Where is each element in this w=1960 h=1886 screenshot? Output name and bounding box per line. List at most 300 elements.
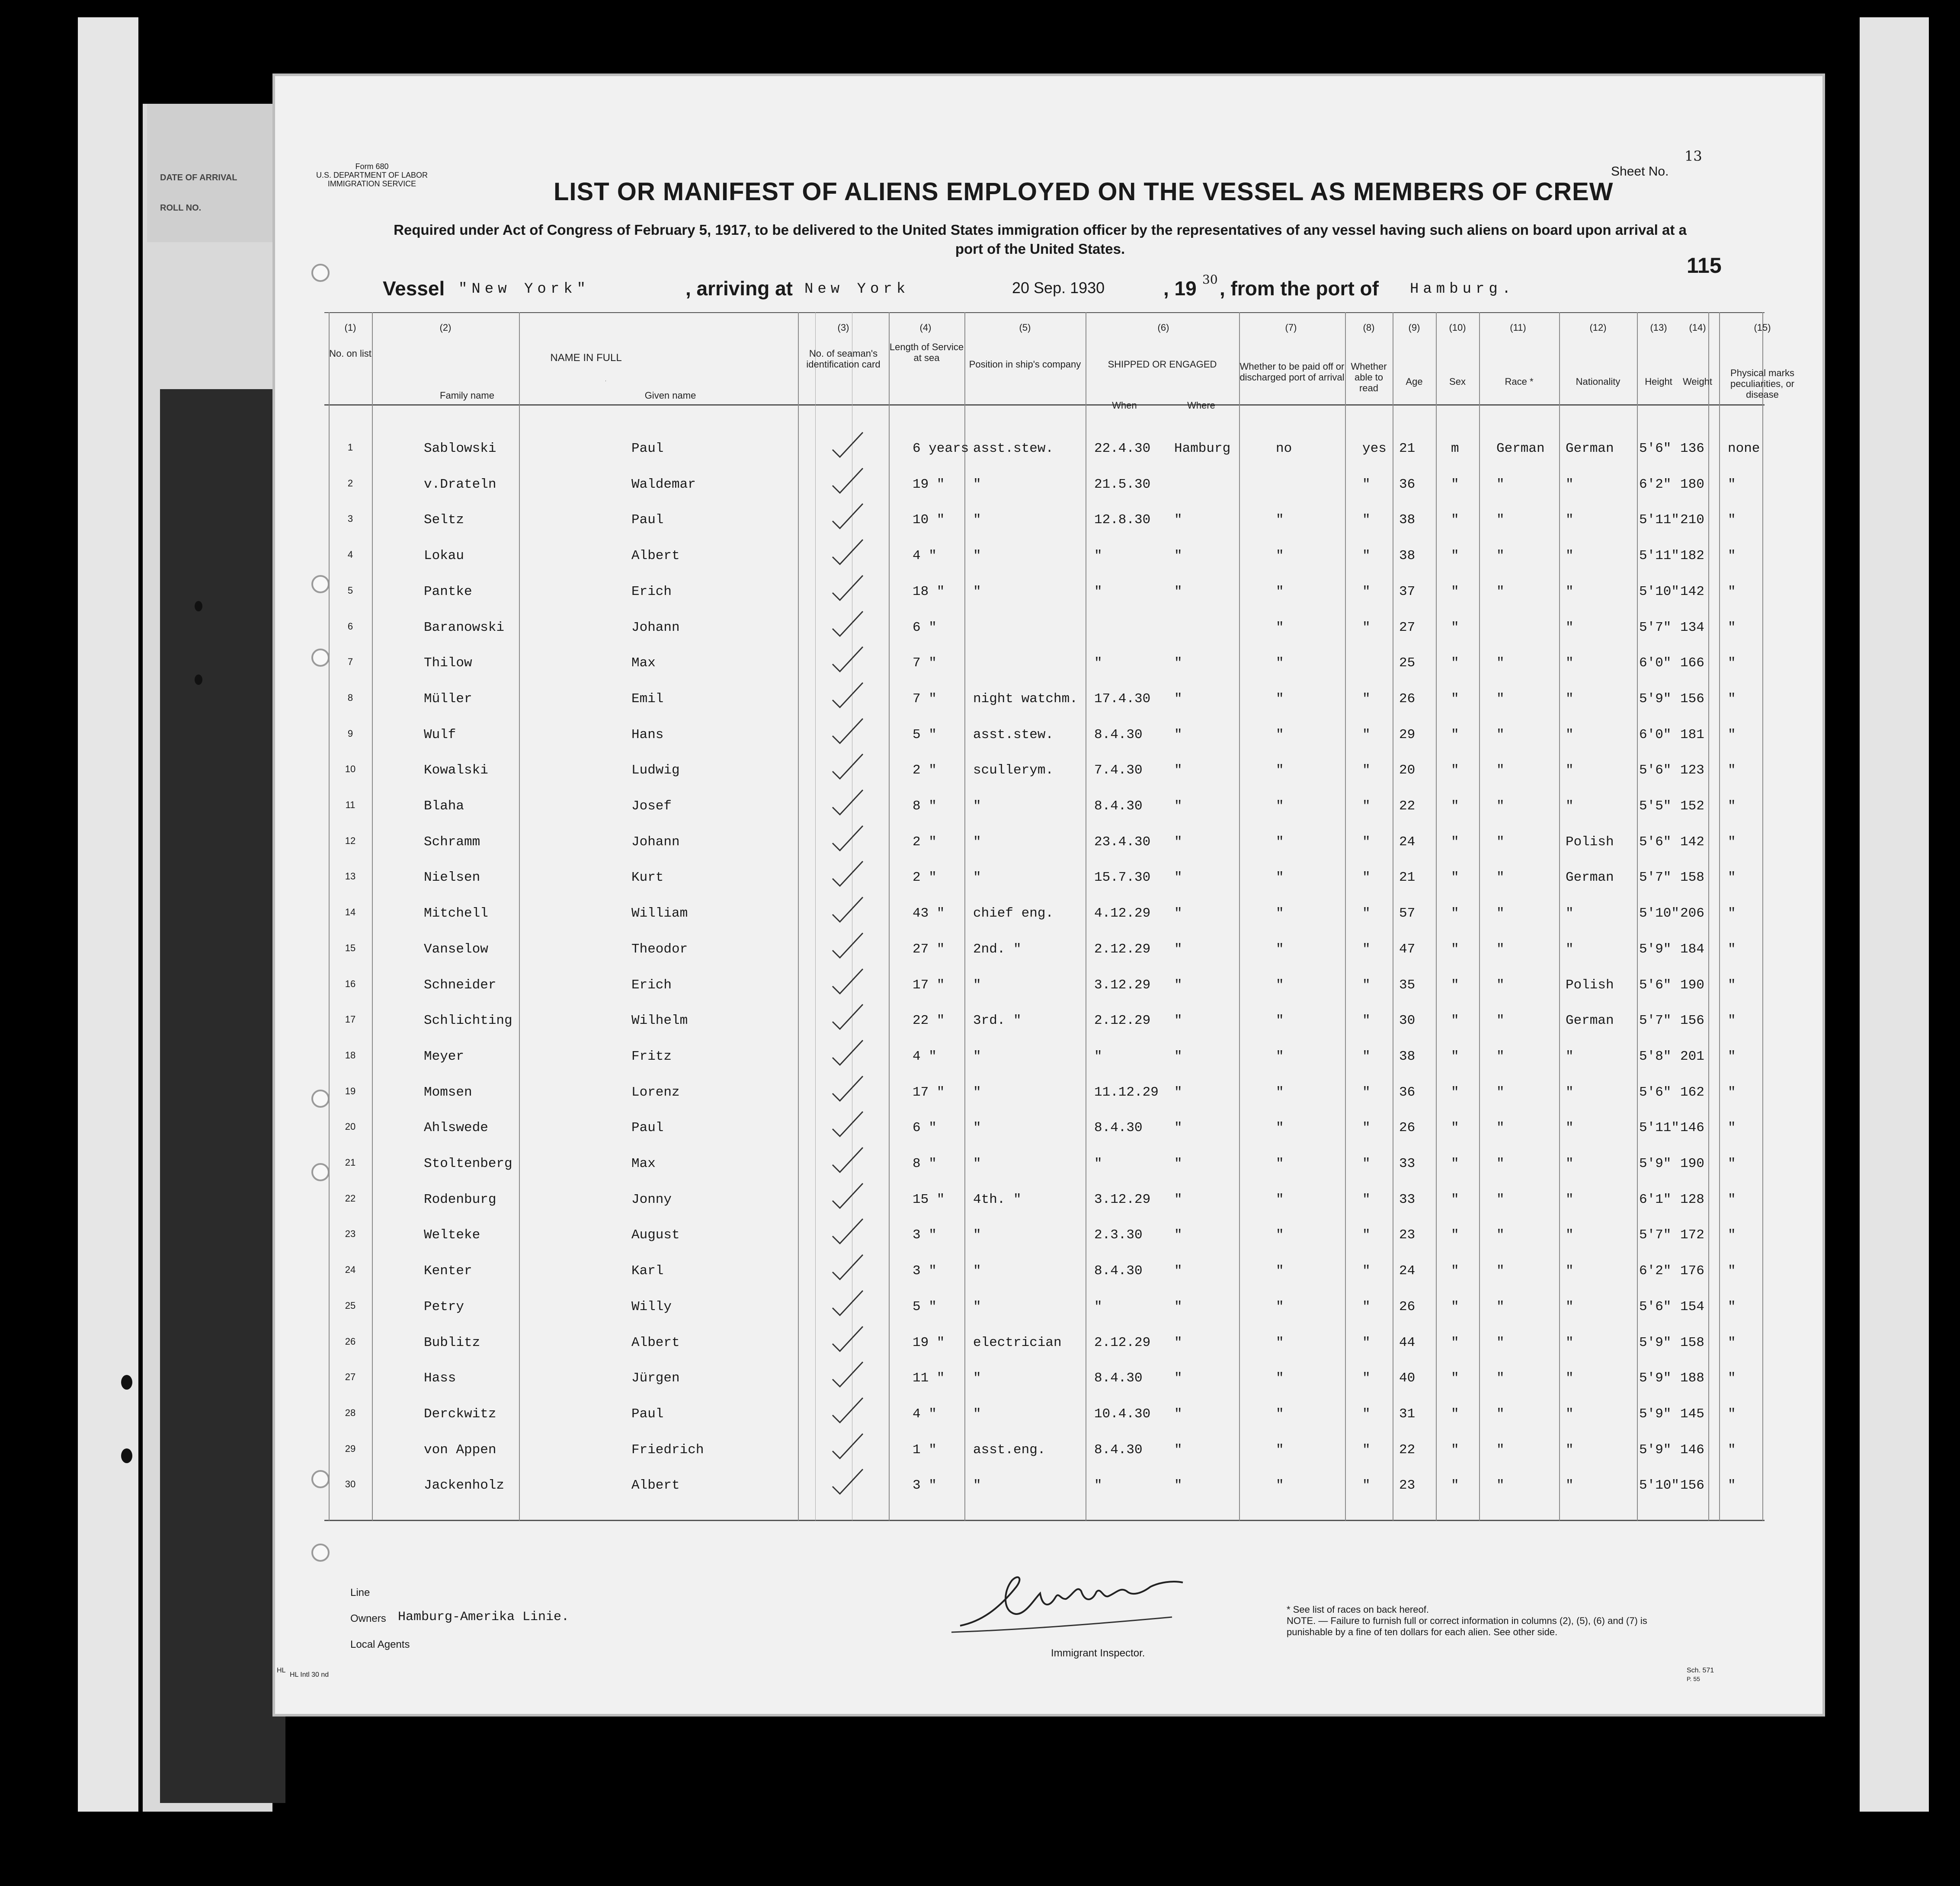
- check-mark-icon: [830, 1396, 865, 1426]
- position: electrician: [973, 1335, 1062, 1350]
- footer-notes: [1287, 1604, 1676, 1638]
- sex: ": [1451, 1263, 1459, 1279]
- binder-hole: [311, 1163, 330, 1181]
- weight: 146: [1680, 1120, 1704, 1136]
- shipped-when: 3.12.29: [1094, 1192, 1151, 1207]
- paid-off: ": [1276, 1299, 1284, 1314]
- height: 5'6": [1639, 1299, 1672, 1314]
- race: ": [1496, 1442, 1505, 1458]
- header-given-name: Given name: [644, 390, 696, 401]
- given-name: Lorenz: [631, 1084, 680, 1100]
- shipped-where: ": [1174, 1156, 1182, 1171]
- paid-off: ": [1276, 763, 1284, 778]
- paid-off: ": [1276, 1084, 1284, 1100]
- weight: 146: [1680, 1442, 1704, 1458]
- given-name: Kurt: [631, 870, 664, 885]
- height: 5'7": [1639, 870, 1672, 885]
- nationality: ": [1566, 584, 1574, 599]
- punch-hole: [121, 1375, 132, 1390]
- able-to-read: ": [1362, 1084, 1371, 1100]
- family-name: Petry: [424, 1299, 464, 1314]
- race: ": [1496, 691, 1505, 706]
- check-mark-icon: [830, 895, 865, 925]
- shipped-when: 8.4.30: [1094, 799, 1143, 814]
- given-name: Theodor: [631, 941, 688, 957]
- given-name: Karl: [631, 1263, 664, 1279]
- physical-marks: ": [1728, 1120, 1736, 1136]
- able-to-read: ": [1362, 1442, 1371, 1458]
- footer-owners-value: Hamburg-Amerika Linie.: [398, 1610, 570, 1624]
- given-name: Paul: [631, 1120, 664, 1136]
- position: ": [973, 512, 981, 528]
- nationality: Polish: [1566, 834, 1614, 850]
- family-name: Pantke: [424, 584, 472, 599]
- page-title: LIST OR MANIFEST OF ALIENS EMPLOYED ON THE VESSEL AS MEMBERS OF CREW: [554, 178, 1614, 206]
- sex: ": [1451, 655, 1459, 671]
- position: ": [973, 1048, 981, 1064]
- row-number: 9: [347, 728, 353, 739]
- nationality: ": [1566, 1406, 1574, 1422]
- physical-marks: ": [1728, 941, 1736, 957]
- inspector-signature: [947, 1561, 1189, 1639]
- shipped-when: 8.4.30: [1094, 1371, 1143, 1386]
- form-number: Form 680: [355, 162, 389, 171]
- race: ": [1496, 1263, 1505, 1279]
- family-name: Vanselow: [424, 941, 488, 957]
- header-family-name: Family name: [440, 390, 494, 401]
- paid-off: ": [1276, 799, 1284, 814]
- height: 5'5": [1639, 799, 1672, 814]
- shipped-where: ": [1174, 1084, 1182, 1100]
- row-number: 30: [345, 1479, 356, 1490]
- col-rule: [372, 312, 373, 1521]
- race: ": [1496, 1227, 1505, 1243]
- able-to-read: ": [1362, 799, 1371, 814]
- shipped-when: 3.12.29: [1094, 977, 1151, 993]
- service-length: 5 ": [913, 1299, 937, 1314]
- check-mark-icon: [830, 1324, 865, 1355]
- physical-marks: ": [1728, 1084, 1736, 1100]
- position: ": [973, 870, 981, 885]
- shipped-when: ": [1094, 548, 1102, 564]
- race: ": [1496, 1120, 1505, 1136]
- check-mark-icon: [830, 430, 865, 460]
- age: 26: [1399, 1120, 1416, 1136]
- age: 22: [1399, 799, 1416, 814]
- check-mark-icon: [830, 681, 865, 711]
- family-name: Baranowski: [424, 620, 505, 635]
- position: ": [973, 1120, 981, 1136]
- physical-marks: none: [1728, 441, 1760, 456]
- row-number: 5: [347, 585, 353, 596]
- shipped-where: ": [1174, 1227, 1182, 1243]
- footer-hl-code: HL Intl 30 nd: [290, 1671, 329, 1678]
- shipped-when: 8.4.30: [1094, 1442, 1143, 1458]
- page-subtitle: Required under Act of Congress of February 5, 1917, to be delivered to the United States immigration officer by the representatives of any vessel having such aliens on board upon arrival at a port of the United States.: [394, 222, 1687, 257]
- sex: ": [1451, 763, 1459, 778]
- check-mark-icon: [830, 1109, 865, 1140]
- sex: ": [1451, 1335, 1459, 1350]
- form-header: [316, 162, 428, 188]
- height: 5'9": [1639, 1335, 1672, 1350]
- sex: ": [1451, 1406, 1459, 1422]
- physical-marks: ": [1728, 1478, 1736, 1493]
- race: ": [1496, 1299, 1505, 1314]
- service-length: 11 ": [913, 1371, 945, 1386]
- check-mark-icon: [830, 1253, 865, 1283]
- physical-marks: ": [1728, 476, 1736, 492]
- sex: ": [1451, 870, 1459, 885]
- physical-marks: ": [1728, 763, 1736, 778]
- row-number: 15: [345, 942, 356, 953]
- position: ": [973, 834, 981, 850]
- able-to-read: ": [1362, 834, 1371, 850]
- shipped-when: ": [1094, 1478, 1102, 1493]
- age: 36: [1399, 1084, 1416, 1100]
- able-to-read: ": [1362, 1227, 1371, 1243]
- age: 36: [1399, 476, 1416, 492]
- able-to-read: ": [1362, 1192, 1371, 1207]
- service-length: 6 ": [913, 1120, 937, 1136]
- height: 5'9": [1639, 1156, 1672, 1171]
- race: ": [1496, 1084, 1505, 1100]
- shipped-where: Hamburg: [1174, 441, 1231, 456]
- age: 47: [1399, 941, 1416, 957]
- family-name: v.Drateln: [424, 476, 496, 492]
- height: 5'6": [1639, 834, 1672, 850]
- header-position: Position in ship's company: [969, 359, 1081, 370]
- nationality: ": [1566, 1048, 1574, 1064]
- header-paid-off: Whether to be paid off or discharged port of arrival: [1239, 361, 1345, 383]
- given-name: Max: [631, 1156, 656, 1171]
- age: 26: [1399, 1299, 1416, 1314]
- nationality: ": [1566, 1227, 1574, 1243]
- service-length: 3 ": [913, 1478, 937, 1493]
- family-name: Mitchell: [424, 906, 488, 921]
- shipped-when: 8.4.30: [1094, 727, 1143, 742]
- left-strip-date: DATE OF ARRIVAL: [160, 173, 237, 182]
- row-number: 26: [345, 1336, 356, 1347]
- check-mark-icon: [830, 573, 865, 604]
- age: 38: [1399, 548, 1416, 564]
- service-length: 4 ": [913, 548, 937, 564]
- paid-off: ": [1276, 727, 1284, 742]
- punch-hole: [121, 1448, 132, 1463]
- column-number: (13): [1650, 322, 1667, 333]
- sex: ": [1451, 1156, 1459, 1171]
- shipped-when: ": [1094, 1156, 1102, 1171]
- check-mark-icon: [830, 1360, 865, 1390]
- physical-marks: ": [1728, 906, 1736, 921]
- service-length: 43 ": [913, 906, 945, 921]
- check-mark-icon: [830, 967, 865, 997]
- able-to-read: ": [1362, 1048, 1371, 1064]
- age: 25: [1399, 655, 1416, 671]
- shipped-where: ": [1174, 799, 1182, 814]
- position: 2nd. ": [973, 941, 1022, 957]
- height: 5'6": [1639, 441, 1672, 456]
- header-length-service: Length of Service at sea: [889, 342, 964, 363]
- given-name: Willy: [631, 1299, 672, 1314]
- age: 21: [1399, 441, 1416, 456]
- note-penalty: NOTE. — Failure to furnish full or correct information in columns (2), (5), (6) and (7) is punishable by a fine of ten dollars for each alien. See other side.: [1287, 1615, 1647, 1637]
- race: ": [1496, 1406, 1505, 1422]
- nationality: ": [1566, 799, 1574, 814]
- check-mark-icon: [830, 859, 865, 889]
- able-to-read: ": [1362, 1156, 1371, 1171]
- column-number: (10): [1449, 322, 1466, 333]
- header-no-on-list: No. on list: [329, 348, 372, 359]
- check-mark-icon: [830, 824, 865, 854]
- sex: ": [1451, 941, 1459, 957]
- physical-marks: ": [1728, 584, 1736, 599]
- given-name: William: [631, 906, 688, 921]
- name-divider: [605, 380, 606, 381]
- weight: 158: [1680, 870, 1704, 885]
- shipped-when: 12.8.30: [1094, 512, 1151, 528]
- race: ": [1496, 1013, 1505, 1029]
- background-sheet-left: [78, 17, 138, 1812]
- paid-off: ": [1276, 1048, 1284, 1064]
- col-rule: [798, 312, 799, 1521]
- paid-off: ": [1276, 548, 1284, 564]
- header-sex: Sex: [1449, 376, 1466, 387]
- year-suffix: 30: [1202, 272, 1218, 287]
- header-where: Where: [1187, 400, 1215, 411]
- sex: ": [1451, 1084, 1459, 1100]
- row-number: 17: [345, 1014, 356, 1025]
- shipped-where: ": [1174, 548, 1182, 564]
- shipped-where: ": [1174, 941, 1182, 957]
- paid-off: ": [1276, 1013, 1284, 1029]
- family-name: Bublitz: [424, 1335, 480, 1350]
- sex: ": [1451, 1048, 1459, 1064]
- height: 5'7": [1639, 1227, 1672, 1243]
- header-physical: Physical marks peculiarities, or disease: [1730, 368, 1794, 400]
- position: asst.stew.: [973, 441, 1054, 456]
- able-to-read: ": [1362, 906, 1371, 921]
- nationality: ": [1566, 763, 1574, 778]
- shipped-when: 8.4.30: [1094, 1120, 1143, 1136]
- arriving-label: , arriving at: [685, 277, 793, 300]
- punch-hole: [195, 601, 202, 611]
- department: U.S. DEPARTMENT OF LABOR: [316, 171, 428, 179]
- service-length: 6 years: [913, 441, 969, 456]
- service-length: 6 ": [913, 620, 937, 635]
- race: ": [1496, 476, 1505, 492]
- nationality: ": [1566, 1371, 1574, 1386]
- footer-inspector-label: Immigrant Inspector.: [1051, 1647, 1145, 1659]
- position: ": [973, 1263, 981, 1279]
- paid-off: ": [1276, 1192, 1284, 1207]
- col-rule: [1239, 312, 1240, 1521]
- height: 5'10": [1639, 1478, 1680, 1493]
- check-mark-icon: [830, 931, 865, 961]
- col-rule: [329, 312, 330, 1521]
- shipped-where: ": [1174, 1013, 1182, 1029]
- check-mark-icon: [830, 466, 865, 496]
- nationality: ": [1566, 1299, 1574, 1314]
- family-name: Schneider: [424, 977, 496, 993]
- service-length: 2 ": [913, 763, 937, 778]
- race: ": [1496, 977, 1505, 993]
- height: 6'2": [1639, 476, 1672, 492]
- background-sheet-right: [1860, 17, 1929, 1812]
- weight: 184: [1680, 941, 1704, 957]
- nationality: ": [1566, 476, 1574, 492]
- shipped-where: ": [1174, 1406, 1182, 1422]
- given-name: Friedrich: [631, 1442, 704, 1458]
- nationality: ": [1566, 1156, 1574, 1171]
- check-mark-icon: [830, 645, 865, 675]
- column-number: (7): [1285, 322, 1297, 333]
- physical-marks: ": [1728, 727, 1736, 742]
- paid-off: ": [1276, 906, 1284, 921]
- weight: 206: [1680, 906, 1704, 921]
- race: ": [1496, 655, 1505, 671]
- shipped-when: ": [1094, 584, 1102, 599]
- physical-marks: ": [1728, 1406, 1736, 1422]
- nationality: German: [1566, 870, 1614, 885]
- shipped-when: 10.4.30: [1094, 1406, 1151, 1422]
- family-name: Ahlswede: [424, 1120, 488, 1136]
- footer-sch: Sch. 571: [1687, 1667, 1714, 1674]
- sex: ": [1451, 1299, 1459, 1314]
- paid-off: ": [1276, 870, 1284, 885]
- able-to-read: ": [1362, 1478, 1371, 1493]
- index-card-stub: [147, 104, 277, 242]
- able-to-read: ": [1362, 1371, 1371, 1386]
- shipped-when: 2.12.29: [1094, 941, 1151, 957]
- sex: ": [1451, 620, 1459, 635]
- sheet-number: 13: [1685, 148, 1702, 164]
- position: asst.stew.: [973, 727, 1054, 742]
- weight: 188: [1680, 1371, 1704, 1386]
- race: ": [1496, 799, 1505, 814]
- race: ": [1496, 512, 1505, 528]
- given-name: Jonny: [631, 1192, 672, 1207]
- col-rule: [1762, 312, 1763, 1521]
- row-number: 20: [345, 1121, 356, 1132]
- able-to-read: ": [1362, 727, 1371, 742]
- paid-off: ": [1276, 1156, 1284, 1171]
- able-to-read: ": [1362, 584, 1371, 599]
- height: 6'0": [1639, 655, 1672, 671]
- arriving-port: New York: [804, 281, 910, 297]
- height: 5'9": [1639, 1442, 1672, 1458]
- shipped-when: 15.7.30: [1094, 870, 1151, 885]
- col-rule: [519, 312, 520, 1521]
- physical-marks: ": [1728, 1371, 1736, 1386]
- able-to-read: ": [1362, 977, 1371, 993]
- race: ": [1496, 834, 1505, 850]
- family-name: Wulf: [424, 727, 456, 742]
- vessel-name: "New York": [458, 281, 590, 297]
- age: 20: [1399, 763, 1416, 778]
- given-name: Albert: [631, 1335, 680, 1350]
- position: ": [973, 548, 981, 564]
- sex: ": [1451, 548, 1459, 564]
- physical-marks: ": [1728, 1335, 1736, 1350]
- column-number: (1): [344, 322, 356, 333]
- paid-off: ": [1276, 1335, 1284, 1350]
- position: ": [973, 1478, 981, 1493]
- service-length: 4 ": [913, 1048, 937, 1064]
- check-mark-icon: [830, 502, 865, 532]
- position: asst.eng.: [973, 1442, 1046, 1458]
- service-length: 4 ": [913, 1406, 937, 1422]
- note-races: * See list of races on back hereof.: [1287, 1604, 1429, 1615]
- race: ": [1496, 1192, 1505, 1207]
- col-rule: [1559, 312, 1560, 1521]
- paid-off: ": [1276, 1263, 1284, 1279]
- row-number: 19: [345, 1085, 356, 1096]
- family-name: Momsen: [424, 1084, 472, 1100]
- header-seaman-card: No. of seaman's identification card: [806, 348, 881, 370]
- row-number: 24: [345, 1264, 356, 1275]
- weight: 182: [1680, 548, 1704, 564]
- age: 29: [1399, 727, 1416, 742]
- race: ": [1496, 584, 1505, 599]
- row-number: 2: [347, 477, 353, 489]
- service-length: 8 ": [913, 799, 937, 814]
- service-length: 17 ": [913, 1084, 945, 1100]
- given-name: Hans: [631, 727, 664, 742]
- shipped-where: ": [1174, 512, 1182, 528]
- shipped-where: ": [1174, 1120, 1182, 1136]
- height: 5'9": [1639, 691, 1672, 706]
- col-rule: [889, 312, 890, 1521]
- family-name: Rodenburg: [424, 1192, 496, 1207]
- able-to-read: ": [1362, 763, 1371, 778]
- nationality: ": [1566, 1084, 1574, 1100]
- check-mark-icon: [830, 1217, 865, 1247]
- family-name: Lokau: [424, 548, 464, 564]
- check-mark-icon: [830, 1181, 865, 1212]
- binder-hole: [311, 264, 330, 282]
- position: ": [973, 977, 981, 993]
- age: 31: [1399, 1406, 1416, 1422]
- family-name: Welteke: [424, 1227, 480, 1243]
- given-name: Emil: [631, 691, 664, 706]
- col-rule: [1719, 312, 1720, 1521]
- manifest-page: [272, 74, 1825, 1717]
- service-length: 19 ": [913, 476, 945, 492]
- weight: 156: [1680, 1013, 1704, 1029]
- weight: 166: [1680, 655, 1704, 671]
- age: 23: [1399, 1478, 1416, 1493]
- header-height: Height: [1645, 376, 1672, 387]
- physical-marks: ": [1728, 799, 1736, 814]
- weight: 156: [1680, 691, 1704, 706]
- shipped-where: ": [1174, 1263, 1182, 1279]
- physical-marks: ": [1728, 1299, 1736, 1314]
- service-length: 8 ": [913, 1156, 937, 1171]
- weight: 158: [1680, 1335, 1704, 1350]
- stamp-number: 115: [1687, 253, 1722, 278]
- height: 5'9": [1639, 1371, 1672, 1386]
- race: ": [1496, 727, 1505, 742]
- column-number: (2): [439, 322, 452, 333]
- shipped-where: ": [1174, 1335, 1182, 1350]
- weight: 123: [1680, 763, 1704, 778]
- weight: 181: [1680, 727, 1704, 742]
- able-to-read: ": [1362, 476, 1371, 492]
- race: ": [1496, 1048, 1505, 1064]
- binder-hole: [311, 649, 330, 667]
- check-mark-icon: [830, 1288, 865, 1319]
- service-length: 17 ": [913, 977, 945, 993]
